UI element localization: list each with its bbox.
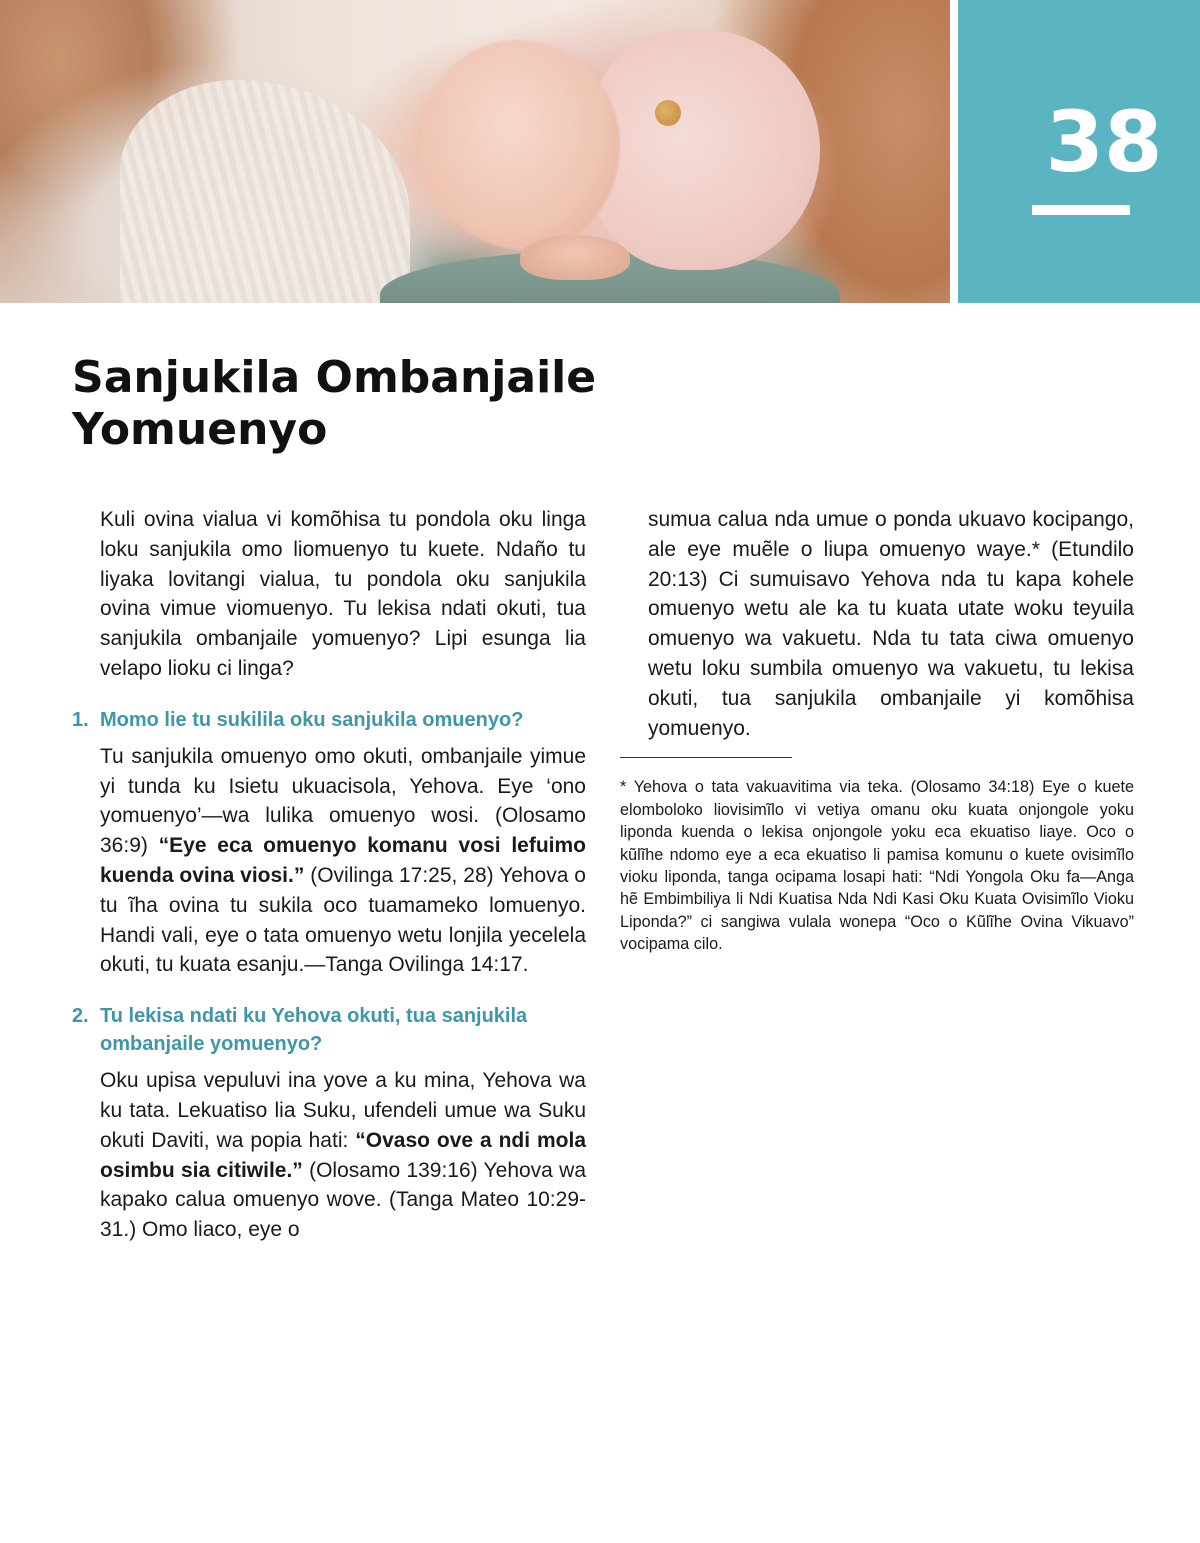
baby-body-shape [590,30,820,270]
chapter-underline [1032,205,1130,215]
chapter-number: 38 [1045,93,1163,191]
footnote: * Yehova o tata vakuavitima via teka. (Olosamo 34:18) Eye o kuete elomboloko liovisimĩlo vi vetiya omanu oku kuata onjongole yoku liponda kuenda o lekisa onjongole yoku eca ekuatiso liaye. Oco o kũlĩhe ndomo eye a eca ekuatiso li pamisa komunu o kuete ovisimĩlo vioku liponda, tanga ocipama losapi hati: “Ndi Yongola Oku fa—Anga hẽ Embimbiliya li Ndi Kuatisa Nda Ndi Kasi Oku Kuata Ovisimĩlo Vioku Liponda?” ci sangiwa vulala wonepa “Oco o Kũlĩhe Ovina Vikuavo” vocipama cilo. [620,778,1134,954]
baby-hand-shape [520,235,630,280]
question-heading [72,706,586,734]
question-heading [72,1002,586,1058]
question-text: Momo lie tu sukilila oku sanjukila omuenyo? [100,708,524,731]
scripture-quote: “Eye eca omuenyo komanu vosi lefuimo kuenda ovina viosi.” [100,834,587,887]
question-text: Tu lekisa ndati ku Yehova okuti, tua sanjukila ombanjaile yomuenyo? [100,1005,528,1056]
text-run: (Ovilinga 17:25, 28) Yehova o tu ĩha ovina tu sukila oco tuamameko lomuenyo. Handi vali, eye o tata omuenyo wetu lonjila yecelela okuti, tu kuata esanju.—Tanga Ovilinga 14:17. [100,863,586,977]
text-run: Tu sanjukila omuenyo omo okuti, ombanjaile yimue yi tunda ku Isietu ukuacisola, Yehova. Eye ‘ono yomuenyo’—wa lulika omuenyo wosi. (Olosamo 36:9) [100,744,586,858]
header-photo [0,0,950,303]
footnote-divider [620,757,792,758]
sweater-shape [120,80,410,303]
section-paragraph [100,1066,586,1245]
continuation-paragraph: sumua calua nda umue o ponda ukuavo kocipango, ale eye muẽle o liupa omuenyo waye.* (Etundilo 20:13) Ci sumuisavo Yehova nda tu kapa kohele omuenyo wetu ale ka tu kuata utate woku teyuila omuenyo wa vakuetu. Nda tu tata ciwa omuenyo wetu loku sumbila omuenyo wa vakuetu, tu lekisa okuti, tua sanjukila ombanjaile yi komõhisa yomuenyo. [648,508,1134,740]
scripture-quote: “Ovaso ove a ndi mola osimbu sia citiwile.” [100,1128,587,1182]
chapter-number-box [958,0,1200,303]
section-1 [72,706,586,980]
clothing-button-shape [655,100,681,126]
baby-face-shape [420,40,620,250]
right-column [620,505,1134,956]
title-line-1: Sanjukila Ombanjaile [72,352,597,403]
text-run: Oku upisa vepuluvi ina yove a ku mina, Yehova wa ku tata. Lekuatiso lia Suku, ufendeli umue wa Suku okuti Daviti, wa popia hati: [100,1069,586,1152]
page-title [72,352,632,456]
left-column [72,505,586,1257]
section-paragraph [100,742,586,980]
text-run: (Olosamo 139:16) Yehova wa kapako calua omuenyo wove. (Tanga Mateo 10:29-31.) Omo liaco, eye o [100,1158,586,1242]
question-number: 1. [72,708,89,731]
intro-paragraph: Kuli ovina vialua vi komõhisa tu pondola oku linga loku sanjukila omo liomuenyo tu kuete. Ndaño tu liyaka lovitangi vialua, tu pondola oku sanjukila ovina vimue viomuenyo. Tu lekisa ndati okuti, tua sanjukila ombanjaile yomuenyo? Lipi esunga lia velapo lioku ci linga? [100,508,586,680]
title-line-2: Yomuenyo [72,403,328,455]
question-number: 2. [72,1005,89,1028]
section-2 [72,1002,586,1245]
